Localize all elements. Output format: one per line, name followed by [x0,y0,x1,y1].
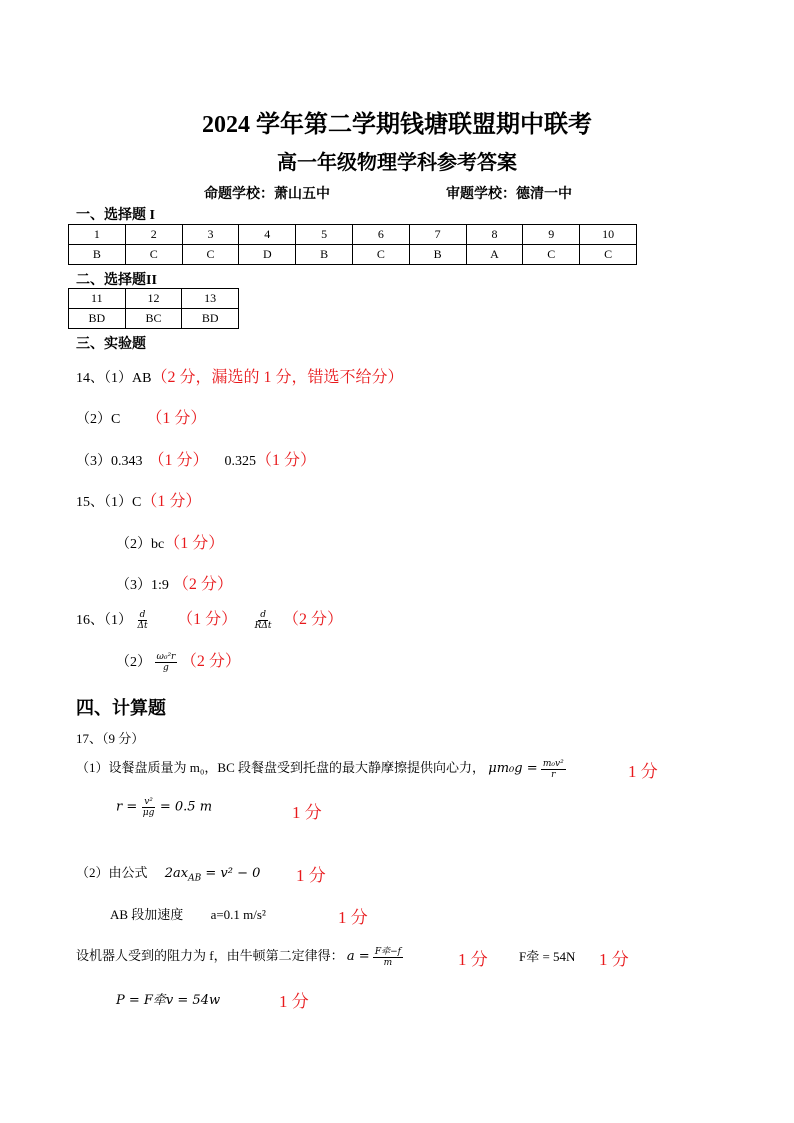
table-cell: B [296,245,353,265]
table-cell: A [466,245,523,265]
table-cell: 8 [466,225,523,245]
q17-score6: 1 分 [599,950,629,969]
q17-acceleration: a=0.1 m/s² [210,907,266,922]
table-cell: 1 [69,225,126,245]
table-cell: C [125,245,182,265]
q17-line1-text: （1）设餐盘质量为 m₀，BC 段餐盘受到托盘的最大静摩擦提供向心力， [76,760,485,775]
q17-label: 17、（9 分） [76,731,145,746]
table-cell: BD [182,309,239,329]
frac-numerator: ω₀²r [156,652,176,663]
section2-table [68,288,239,329]
q14-part1-score: （2 分，漏选的 1 分，错选不给分） [151,369,404,386]
table-cell: 11 [69,289,126,309]
q16-part2-label: （2） [116,655,151,670]
table-cell: BD [69,309,126,329]
q17-score4: 1 分 [338,908,368,927]
page-title: 2024 学年第二学期钱塘联盟期中联考 [202,112,592,138]
q15-part3-answer: （3）1:9 [116,578,169,593]
q17-score1: 1 分 [628,762,658,781]
q16-part2 [116,648,241,673]
q16-part1-label: 16、（1） [76,613,132,628]
q17-line3 [76,862,260,884]
q15-part2 [116,530,224,553]
frac-denominator: m [383,957,393,968]
q14-part2-score: （1 分） [146,410,207,427]
frac-numerator: v² [144,797,153,807]
section3-heading: 三、实验题 [76,337,146,352]
q17-score2: 1 分 [292,803,322,822]
q17-eq1-fraction [541,759,566,780]
table-cell: 10 [580,225,637,245]
q16-part1-score: （1 分） [177,611,238,628]
table-cell: B [409,245,466,265]
table-cell: 3 [182,225,239,245]
page-subtitle: 高一年级物理学科参考答案 [277,152,517,174]
frac-numerator: m₀v² [542,758,564,769]
q16-fraction-3 [155,652,178,673]
table-row [69,225,637,245]
q16-part1 [76,606,343,631]
q17-eq3 [164,866,261,884]
q14-part3b-answer: 0.325 [224,454,257,469]
q17-score3: 1 分 [296,866,326,885]
frac-numerator: d [260,610,266,621]
q14-part2-answer: （2）C [76,412,121,427]
q17-eq2-right: = 0.5 m [159,799,213,815]
table-cell: 4 [239,225,296,245]
table-row [69,309,239,329]
q14-part3-score: （1 分） [148,452,209,469]
table-row [69,245,637,265]
q16-fraction-2 [253,610,274,631]
q15-part3 [116,571,233,594]
q17-eq2 [116,797,212,818]
q15-part3-score: （2 分） [172,576,233,593]
section1-heading: 一、选择题 I [76,208,155,223]
table-cell: 6 [352,225,409,245]
frac-numerator: F牵−f [374,946,401,957]
q17-eq5-left: a = [346,949,370,964]
frac-denominator: RΔt [254,621,272,632]
table-cell: 5 [296,225,353,245]
q16-fraction-1 [136,610,150,631]
q17-score5: 1 分 [458,950,488,969]
table-cell: 9 [523,225,580,245]
frac-denominator: r [551,769,556,780]
q17-eq3-main: 2ax [164,866,189,881]
q17-line4 [110,904,266,923]
table-row [69,289,239,309]
q17-eq2-left: r = [116,799,138,815]
q17-line4-text: AB 段加速度 [110,907,184,922]
review-school: 审题学校：德清一中 [446,187,572,202]
q16-part2-score: （2 分） [180,653,241,670]
q17-eq2-fraction [141,797,157,818]
q16-part1b-score: （2 分） [283,611,344,628]
q15-part1-score: （1 分） [141,493,202,510]
table-cell: 2 [125,225,182,245]
q15-part1 [76,488,201,511]
q17-eq3-sub: AB [188,873,202,884]
table-cell: C [523,245,580,265]
q17-traction-force: F牵 = 54N [519,949,576,964]
q17-line1 [76,757,566,780]
table-cell: BC [125,309,182,329]
q17-eq1-left: μm₀g = [488,761,538,776]
table-cell: B [69,245,126,265]
frac-denominator: g [163,663,169,674]
q17-line5 [76,945,403,968]
q17-power-eq: P = F牵v = 54w [116,993,221,1008]
q14-part3-answer: （3）0.343 [76,454,143,469]
frac-denominator: μg [142,808,155,818]
q14-part1 [76,364,403,387]
table-cell: 12 [125,289,182,309]
q14-part2 [76,405,206,428]
q17-line3-text: （2）由公式 [76,865,148,880]
q14-part3b-score: （1 分） [256,452,317,469]
q14-part1-answer: 14、（1）AB [76,371,152,386]
table-cell: D [239,245,296,265]
frac-numerator: d [139,610,146,621]
q17-line5-text: 设机器人受到的阻力为 f，由牛顿第二定律得： [76,948,344,963]
q15-part2-score: （1 分） [164,535,225,552]
table-cell: 7 [409,225,466,245]
table-cell: C [182,245,239,265]
table-cell: 13 [182,289,239,309]
section2-heading: 二、选择题II [76,273,157,288]
section4-heading: 四、计算题 [76,698,166,718]
q15-part1-answer: 15、（1）C [76,495,142,510]
frac-denominator: Δt [137,621,148,632]
q17-score7: 1 分 [279,992,309,1011]
q14-part3 [76,447,316,470]
q17-eq5-fraction [373,947,403,968]
table-cell: C [352,245,409,265]
q17-eq3-right: = v² − 0 [201,866,261,881]
section1-table [68,224,637,265]
table-cell: C [580,245,637,265]
q15-part2-answer: （2）bc [116,537,165,552]
author-school: 命题学校：萧山五中 [204,187,330,202]
